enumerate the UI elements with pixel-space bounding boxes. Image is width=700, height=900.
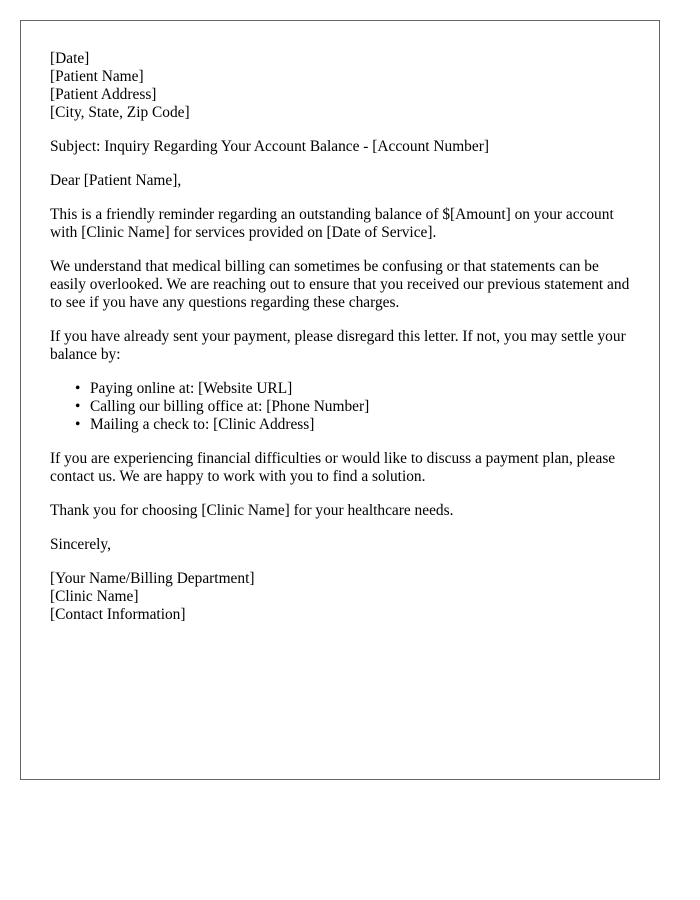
bullet-icon: •: [75, 416, 81, 433]
paragraph-understanding: We understand that medical billing can sometimes be confusing or that statements can be easily overlooked. We are reaching out to ensure that you received our previous statement and to see if you have any questions regarding these charges.: [50, 258, 630, 311]
patient-name-line: [Patient Name]: [50, 68, 144, 85]
list-item: [75, 380, 630, 398]
payment-options-list: [50, 380, 630, 434]
payment-option-online: Paying online at: [Website URL]: [90, 380, 293, 397]
paragraph-difficulties: If you are experiencing financial difficulties or would like to discuss a payment plan, please contact us. We are happy to work with you to find a solution.: [50, 450, 616, 485]
patient-address-line: [Patient Address]: [50, 86, 157, 103]
list-item: [75, 416, 630, 434]
signature-block: [50, 570, 630, 624]
city-state-zip-line: [City, State, Zip Code]: [50, 104, 190, 121]
subject-line: Subject: Inquiry Regarding Your Account Balance - [Account Number]: [50, 138, 489, 155]
paragraph-payment-intro: If you have already sent your payment, please disregard this letter. If not, you may settle your balance by:: [50, 328, 626, 363]
paragraph-reminder: This is a friendly reminder regarding an outstanding balance of $[Amount] on your account with [Clinic Name] for services provided on [Date of Service].: [50, 206, 614, 241]
date-line: [Date]: [50, 50, 90, 67]
salutation: Dear [Patient Name],: [50, 172, 182, 189]
recipient-block: [50, 50, 630, 122]
signature-contact: [Contact Information]: [50, 606, 186, 623]
paragraph-thanks: Thank you for choosing [Clinic Name] for your healthcare needs.: [50, 502, 454, 519]
bullet-icon: •: [75, 380, 81, 397]
closing: Sincerely,: [50, 536, 111, 553]
payment-option-phone: Calling our billing office at: [Phone Number]: [90, 398, 370, 415]
bullet-icon: •: [75, 398, 81, 415]
letter-page: [20, 20, 660, 780]
list-item: [75, 398, 630, 416]
signature-clinic: [Clinic Name]: [50, 588, 139, 605]
signature-name: [Your Name/Billing Department]: [50, 570, 255, 587]
payment-option-mail: Mailing a check to: [Clinic Address]: [90, 416, 315, 433]
